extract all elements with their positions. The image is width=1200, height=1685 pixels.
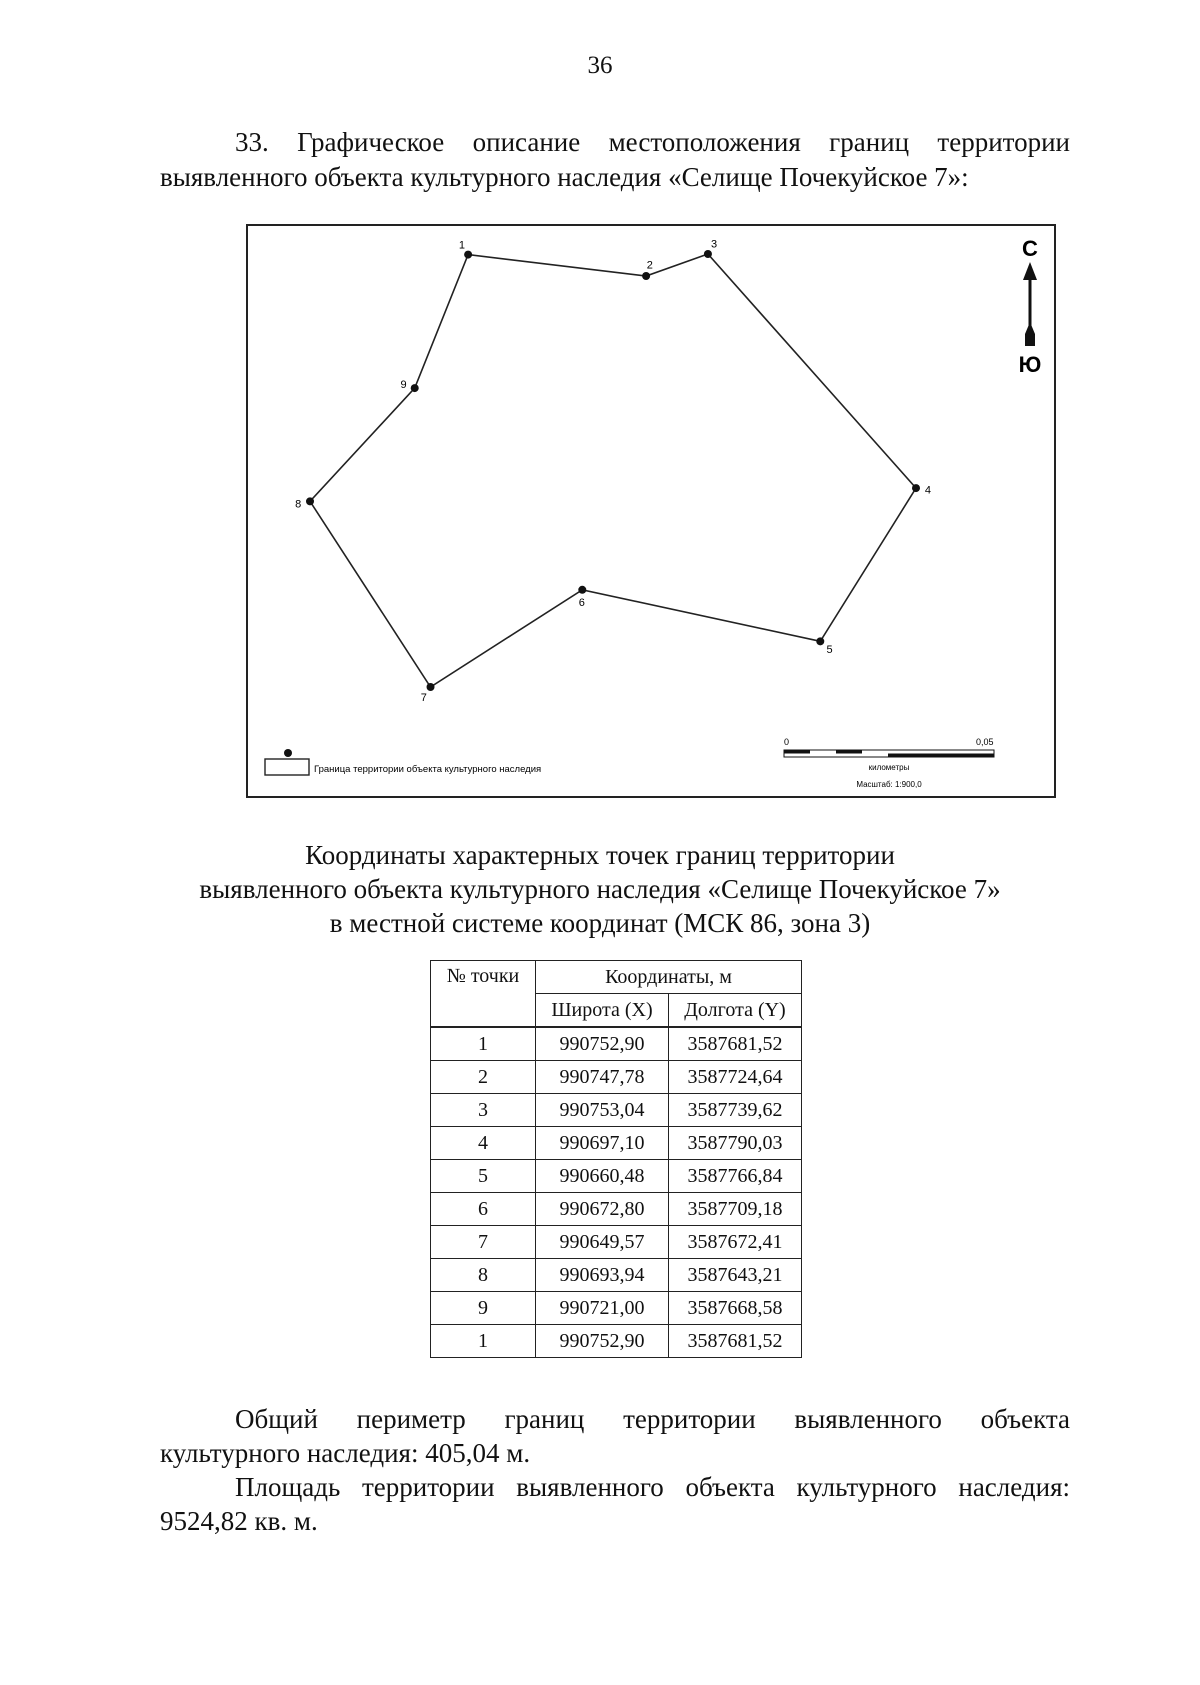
legend-point-icon	[284, 749, 292, 757]
boundary-point-2	[642, 272, 650, 280]
cell-point: 5	[431, 1160, 536, 1193]
boundary-point-label: 7	[420, 691, 427, 704]
table-row	[431, 1061, 802, 1094]
cell-x: 990649,57	[536, 1226, 669, 1259]
heading-line-2: выявленного объекта культурного наследия «Селище Почекуйское 7»:	[160, 162, 969, 192]
coordinates-table	[430, 960, 802, 1358]
perimeter-paragraph	[160, 1402, 1070, 1470]
cell-point: 2	[431, 1061, 536, 1094]
table-row	[431, 1292, 802, 1325]
boundary-point-7	[427, 683, 435, 691]
scale-ratio-label: Масштаб: 1:900,0	[856, 780, 922, 789]
cell-x: 990660,48	[536, 1160, 669, 1193]
header-longitude: Долгота (Y)	[669, 994, 802, 1028]
cell-y: 3587668,58	[669, 1292, 802, 1325]
cell-point: 1	[431, 1027, 536, 1061]
cell-x: 990752,90	[536, 1325, 669, 1358]
scale-unit-label: километры	[868, 763, 910, 772]
table-row	[431, 1226, 802, 1259]
header-coordinates: Координаты, м	[536, 961, 802, 994]
boundary-point-label: 1	[458, 239, 465, 252]
perimeter-line-1: Общий периметр границ территории выявленного объекта	[235, 1404, 1070, 1434]
area-line-1: Площадь территории выявленного объекта культурного наследия:	[235, 1472, 1070, 1502]
section-heading	[160, 125, 1070, 195]
table-row	[431, 1160, 802, 1193]
coordinates-title-line-3: в местной системе координат (МСК 86, зона 3)	[329, 908, 871, 938]
perimeter-line-2: культурного наследия: 405,04 м.	[160, 1438, 531, 1468]
cell-x: 990721,00	[536, 1292, 669, 1325]
coordinates-title-line-2: выявленного объекта культурного наследия «Селище Почекуйское 7»	[199, 874, 1001, 904]
boundary-point-8	[306, 497, 314, 505]
boundary-points	[295, 239, 931, 704]
coordinates-title	[0, 838, 1200, 940]
compass-south-label: Ю	[1018, 352, 1042, 377]
cell-y: 3587672,41	[669, 1226, 802, 1259]
coordinates-title-line-1: Координаты характерных точек границ территории	[305, 840, 895, 870]
cell-point: 7	[431, 1226, 536, 1259]
boundary-point-label: 3	[711, 238, 718, 251]
cell-y: 3587724,64	[669, 1061, 802, 1094]
cell-y: 3587681,52	[669, 1027, 802, 1061]
area-line-2: 9524,82 кв. м.	[160, 1506, 318, 1536]
cell-x: 990753,04	[536, 1094, 669, 1127]
table-row	[431, 1193, 802, 1226]
scale-left-label: 0	[784, 737, 790, 747]
boundary-point-6	[578, 586, 586, 594]
boundary-point-9	[411, 384, 419, 392]
cell-point: 6	[431, 1193, 536, 1226]
table-row	[431, 1325, 802, 1358]
scale-bar	[784, 737, 994, 789]
cell-y: 3587681,52	[669, 1325, 802, 1358]
cell-point: 4	[431, 1127, 536, 1160]
cell-x: 990752,90	[536, 1027, 669, 1061]
cell-point: 8	[431, 1259, 536, 1292]
cell-point: 3	[431, 1094, 536, 1127]
boundary-point-label: 5	[826, 643, 833, 656]
area-paragraph	[160, 1470, 1070, 1538]
cell-y: 3587709,18	[669, 1193, 802, 1226]
legend-boundary-icon	[265, 759, 309, 775]
boundary-point-label: 9	[400, 378, 407, 391]
boundary-point-1	[464, 251, 472, 259]
boundary-point-4	[912, 484, 920, 492]
cell-x: 990747,78	[536, 1061, 669, 1094]
header-latitude: Широта (X)	[536, 994, 669, 1028]
header-point-number: № точки	[431, 961, 536, 1028]
boundary-map	[246, 224, 1056, 798]
table-row	[431, 1259, 802, 1292]
cell-y: 3587766,84	[669, 1160, 802, 1193]
map-legend	[265, 749, 541, 775]
cell-x: 990697,10	[536, 1127, 669, 1160]
boundary-point-label: 6	[578, 596, 585, 609]
table-row	[431, 1027, 802, 1061]
compass-north-label: С	[1022, 236, 1038, 261]
boundary-point-label: 8	[295, 498, 302, 511]
boundary-point-label: 4	[924, 484, 931, 497]
table-row	[431, 1094, 802, 1127]
cell-point: 9	[431, 1292, 536, 1325]
cell-x: 990693,94	[536, 1259, 669, 1292]
cell-y: 3587739,62	[669, 1094, 802, 1127]
page-number: 36	[587, 52, 613, 79]
boundary-polygon	[310, 254, 916, 687]
boundary-point-5	[816, 637, 824, 645]
boundary-point-label: 2	[646, 259, 653, 272]
scale-right-label: 0,05	[976, 737, 994, 747]
cell-y: 3587790,03	[669, 1127, 802, 1160]
cell-x: 990672,80	[536, 1193, 669, 1226]
heading-line-1: 33. Графическое описание местоположения границ территории	[235, 127, 1070, 157]
cell-point: 1	[431, 1325, 536, 1358]
cell-y: 3587643,21	[669, 1259, 802, 1292]
boundary-point-3	[704, 250, 712, 258]
table-row	[431, 1127, 802, 1160]
legend-label: Граница территории объекта культурного наследия	[314, 764, 542, 775]
map-canvas	[248, 226, 1054, 796]
compass-icon	[1019, 236, 1042, 377]
